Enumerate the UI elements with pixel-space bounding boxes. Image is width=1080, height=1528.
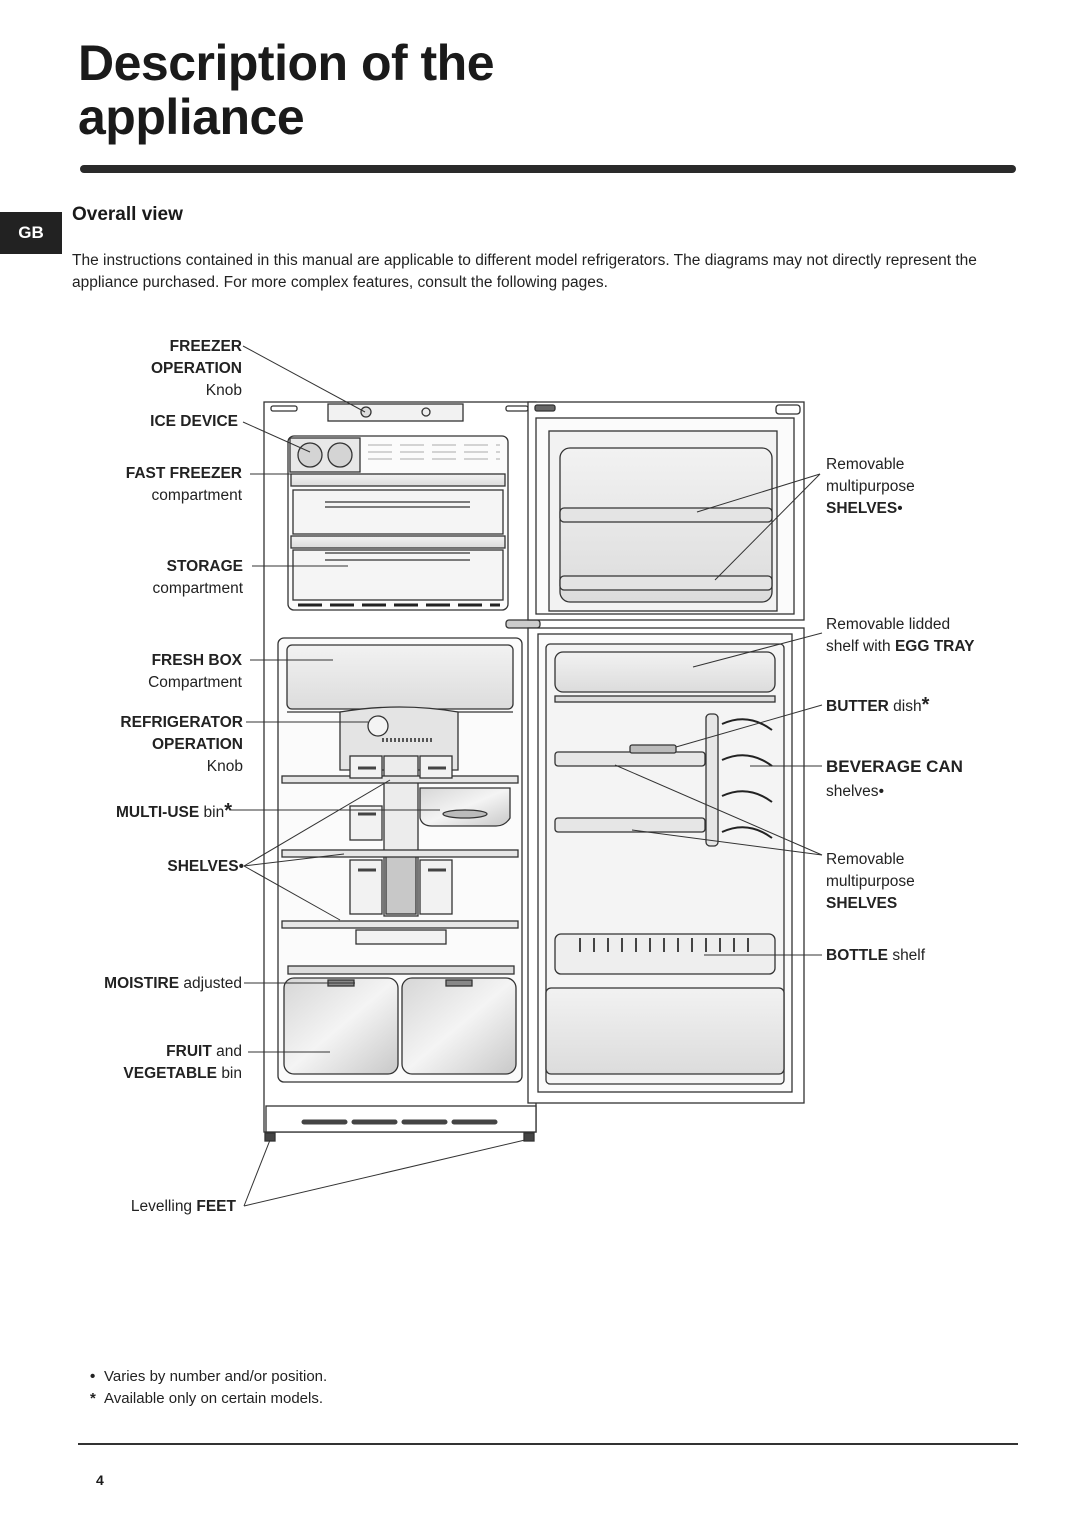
label-bottle [826,945,925,967]
label-moisture-bold: MOISTIRE [104,975,180,992]
footnote-bullet: • [90,1368,96,1385]
label-levelling-feet [131,1196,236,1218]
label-removable-top-line2: multipurpose [826,478,915,495]
fridge-shelf-2 [282,850,518,857]
label-removable-top-mark: • [897,500,903,517]
label-refrigerator-operation-text: Knob [206,758,243,775]
footnote-available [90,1388,327,1410]
fridge-shelf-1 [282,776,518,783]
label-beverage [826,756,963,805]
label-beverage-mark: • [878,783,884,800]
label-storage [153,556,243,600]
storage-tray [291,536,505,548]
label-refrigerator-operation-bold1: REFRIGERATOR [120,714,243,731]
moisture-shelf [288,966,514,974]
freezer-operation-knob-icon [361,407,371,417]
label-removable-bottom-bold: SHELVES [826,895,898,912]
title-line-1: Description of the [78,35,495,91]
label-bottle-text: shelf [892,947,926,964]
label-refrigerator-operation-bold2: OPERATION [152,736,243,753]
label-ice-device-bold: ICE DEVICE [150,413,238,430]
intro-paragraph: The instructions contained in this manual are applicable to different model refrigerators. The diagrams may not directly represent the appliance purchased. For more complex features, consult the following pages. [72,252,977,291]
label-butter [826,694,929,718]
label-butter-bold: BUTTER [826,698,889,715]
label-ice-device [150,411,238,433]
label-refrigerator-operation [120,712,243,778]
page-number: 4 [96,1472,104,1488]
label-freezer-operation [151,336,242,402]
label-removable-top-bold: SHELVES [826,500,898,517]
vegetable-bin-right [402,978,516,1074]
label-fresh-box [148,650,242,694]
footnote-available-text: Available only on certain models. [104,1390,324,1407]
label-bottle-bold: BOTTLE [826,947,888,964]
label-removable-shelves-top [826,454,915,520]
label-removable-bottom-line2: multipurpose [826,873,915,890]
door-shelf-1 [555,752,705,766]
label-feet-bold: FEET [196,1198,236,1215]
beverage-rack [706,714,718,846]
multi-use-bin [420,788,510,826]
label-butter-mark: * [921,694,930,716]
base-grille [266,1106,536,1132]
label-freezer-operation-bold2: OPERATION [151,360,242,377]
label-multi-use [116,800,232,824]
footnote-star: * [90,1390,96,1407]
ice-dial-left-icon [298,443,322,467]
label-removable-bottom-line1: Removable [826,851,905,868]
label-removable-shelves-bottom [826,849,915,915]
label-fast-freezer-bold: FAST FREEZER [125,465,242,482]
footnote-varies-text: Varies by number and/or position. [104,1368,328,1385]
title-line-2: appliance [78,89,305,145]
ice-dial-right-icon [328,443,352,467]
levelling-foot-left [265,1133,275,1141]
label-beverage-bold: BEVERAGE CAN [826,757,963,776]
label-moisture-text: adjusted [183,975,242,992]
label-egg-tray-bold: EGG TRAY [894,638,975,655]
refrigerator-operation-knob-icon [368,716,388,736]
label-fruit-bold: FRUIT [166,1043,212,1060]
label-storage-bold: STORAGE [166,558,243,575]
section-title: Overall view [72,204,183,225]
butter-dish [630,745,676,753]
label-multi-use-mark: * [224,800,232,822]
label-removable-top-line1: Removable [826,456,905,473]
levelling-foot-right [524,1133,534,1141]
vegetable-bin-left [284,978,398,1074]
fresh-box [287,645,513,709]
label-fast-freezer-text: compartment [151,487,242,504]
label-vegetable-text: bin [221,1065,242,1082]
freezer-door-shelf-1 [560,508,772,522]
label-fruit-text: and [216,1043,242,1060]
label-egg-tray [826,614,974,658]
label-fresh-box-bold: FRESH BOX [151,652,242,669]
label-butter-text: dish [893,698,922,715]
fast-freezer-tray [291,474,505,486]
freezer-door-shelf-2 [560,576,772,590]
label-multi-use-text: bin [203,804,225,821]
language-tab: GB [0,212,62,254]
control-strip [328,404,463,421]
footer-rule [78,1443,1018,1445]
label-shelves-left-mark: • [238,858,244,875]
label-freezer-operation-text: Knob [205,382,242,399]
label-egg-tray-line1: Removable lidded [826,616,951,633]
label-levelling-text: Levelling [130,1198,193,1215]
label-storage-text: compartment [152,580,243,597]
footnotes [90,1366,327,1410]
label-freezer-operation-bold1: FREEZER [169,338,242,355]
footnote-varies [90,1366,327,1388]
label-fresh-box-text: Compartment [148,674,242,691]
label-shelves-left [167,856,244,878]
label-fruit-vegetable [123,1041,242,1085]
egg-tray-shelf [555,696,775,702]
fridge-shelf-3 [282,921,518,928]
label-multi-use-bold: MULTI-USE [115,804,200,821]
door-shelf-2 [555,818,705,832]
label-beverage-text: shelves [826,783,879,800]
label-fast-freezer [126,463,242,507]
label-shelves-left-bold: SHELVES [167,858,239,875]
label-egg-tray-text: shelf with [826,638,891,655]
label-vegetable-bold: VEGETABLE [123,1065,217,1082]
label-moisture [104,973,242,995]
